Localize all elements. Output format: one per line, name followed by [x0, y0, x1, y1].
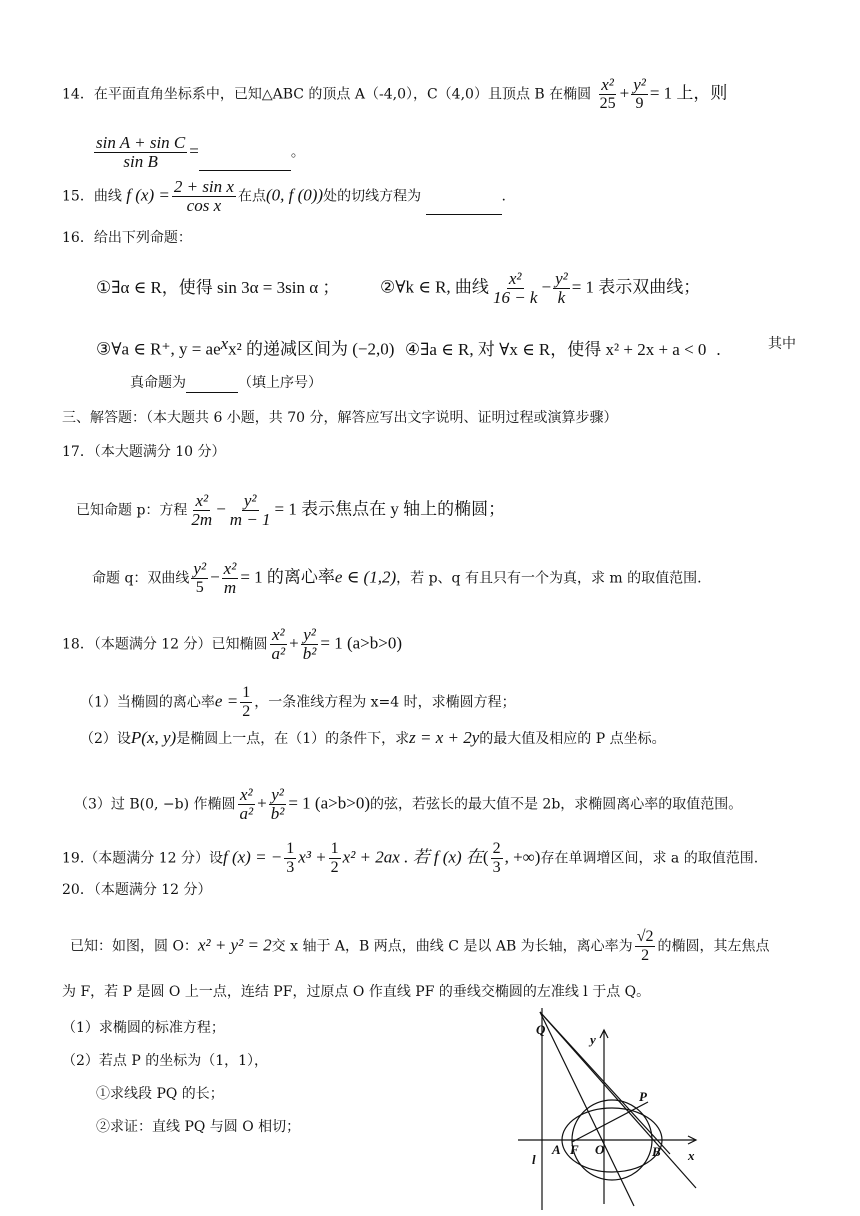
- q20-sub2: （2）若点 P 的坐标为（1，1），: [62, 1053, 269, 1069]
- label-f: F: [570, 1142, 579, 1157]
- q14-line2: $\frac{\text{sin A + sin C}}{\text{sin B}}$ = 。: [96, 133, 305, 171]
- q18-sub3: （3）过 B(0, −b) 作椭圆 $\frac{\text{x²}}{\text{a²}}$ + $\frac{\text{y²}}{\text{b²}}$ = 1 (a>b>0)的弦，若弦长的最大值不是 2b，求椭圆离心率的取值范围。: [74, 785, 743, 823]
- q18-sub1: （1）当椭圆的离心率e = $\frac{1}{2}$ ，一条准线方程为 x=4 时，求椭圆方程；: [80, 684, 516, 720]
- label-p: P: [639, 1089, 647, 1104]
- label-a: A: [552, 1142, 561, 1157]
- q16-prop3-4: ③∀a ∈ R⁺, $y = ae^xx^2$ 的递减区间为 (−2,0) ④∃a ∈ R, 对 ∀x ∈ R，使得 x² + 2x + a < 0 .: [96, 334, 721, 359]
- label-q: Q: [536, 1022, 546, 1037]
- q15-line: 15．曲线 f (x) = $\frac{\text{2 + sin x}}{\text{cos x}}$ 在点(0, f (0))处的切线方程为 .: [62, 177, 506, 215]
- q20-line1: 已知：如图，圆 O：x² + y² = 2交 x 轴于 A，B 两点，曲线 C 是以 AB 为长轴，离心率为 $\frac{√2}{2}$ 的椭圆，其左焦点: [70, 928, 770, 964]
- q14-text: 在平面直角坐标系中，已知△ABC 的顶点 A（-4,0），C（4,0）且顶点 B 在椭圆: [93, 86, 592, 103]
- q16-title: 16．给出下列命题：: [62, 230, 192, 246]
- q14-line1: 14．在平面直角坐标系中，已知△ABC 的顶点 A（-4,0），C（4,0）且顶点 B 在椭圆 $\frac{\text{x²}}{25}$ + $\frac{\text{y²}}{9}$ = 1 上，则: [62, 75, 728, 112]
- q16-prop2: ②∀k ∈ R, 曲线 $\frac{\text{x²}}{16 - k}$ − $\frac{\text{y²}}{k}$ = 1 表示双曲线；: [380, 269, 701, 307]
- q20-sub2a: ①求线段 PQ 的长；: [96, 1086, 224, 1102]
- q20-line2: 为 F，若 P 是圆 O 上一点，连结 PF，过原点 O 作直线 PF 的垂线交椭圆的左准线 l 于点 Q。: [62, 984, 651, 1000]
- line-q-o: [540, 1012, 634, 1206]
- q15-frac: $\frac{\text{2 + sin x}}{\text{cos x}}$: [173, 177, 234, 215]
- label-y: y: [590, 1032, 596, 1047]
- q20-sub2b: ②求证：直线 PQ 与圆 O 相切；: [96, 1119, 301, 1135]
- label-b: B: [652, 1144, 661, 1159]
- q14-answer-blank: [199, 170, 291, 171]
- q15-answer-blank: [426, 214, 502, 215]
- q20-title: 20．（本题满分 12 分）: [62, 882, 212, 898]
- q14-frac-y: $\frac{\text{y²}}{9}$: [633, 75, 646, 112]
- q20-figure: [500, 1004, 710, 1212]
- label-o: O: [595, 1142, 605, 1157]
- label-x: x: [688, 1148, 695, 1163]
- q16-tail: 其中: [768, 336, 796, 352]
- section-3-heading: 三、解答题：（本大题共 6 小题，共 70 分，解答应写出文字说明、证明过程或演算步骤）: [62, 410, 618, 426]
- q14-number: 14．: [62, 86, 94, 103]
- q17-title: 17．（本大题满分 10 分）: [62, 444, 226, 460]
- q20-sub1: （1）求椭圆的标准方程；: [62, 1020, 225, 1036]
- q16-prop1: ①∃α ∈ R，使得 sin 3α = 3sin α ；: [96, 278, 340, 297]
- q14-eq: = 1 上，则: [649, 83, 728, 103]
- q18-title: 18．（本题满分 12 分）已知椭圆 $\frac{\text{x²}}{\text{a²}}$ + $\frac{\text{y²}}{\text{b²}}$ = 1 (a>b>0): [62, 625, 402, 663]
- label-l: l: [532, 1152, 536, 1167]
- q16-answer-blank: [186, 392, 238, 393]
- q16-answer-line: 真命题为 （填上序号）: [130, 375, 322, 391]
- q19-line: 19.（本题满分 12 分）设f (x) = − $\frac{1}{3}$ x³ + $\frac{1}{2}$ x² + 2ax . 若 f (x) 在( $\frac{2}{3}$ , +∞)存在单调增区间，求 a 的取值范围.: [62, 840, 759, 876]
- q17-proposition-q: 命题 q：双曲线 $\frac{\text{y²}}{5}$ − $\frac{\text{x²}}{m}$ = 1 的离心率e ∈ (1,2)，若 p、q 有且只有一个为真，求 m 的取值范围.: [92, 559, 702, 597]
- q14-expression: $\frac{\text{sin A + sin C}}{\text{sin B}}$: [96, 133, 186, 171]
- q17-proposition-p: 已知命题 p：方程 $\frac{\text{x²}}{2m}$ − $\frac{\text{y²}}{m - 1}$ = 1 表示焦点在 y 轴上的椭圆；: [76, 491, 506, 529]
- q15-number: 15．: [62, 188, 94, 205]
- q18-sub2: （2）设P(x, y)是椭圆上一点，在（1）的条件下，求z = x + 2y的最大值及相应的 P 点坐标。: [80, 728, 666, 747]
- q14-frac-x: $\frac{\text{x²}}{25}$: [599, 75, 616, 112]
